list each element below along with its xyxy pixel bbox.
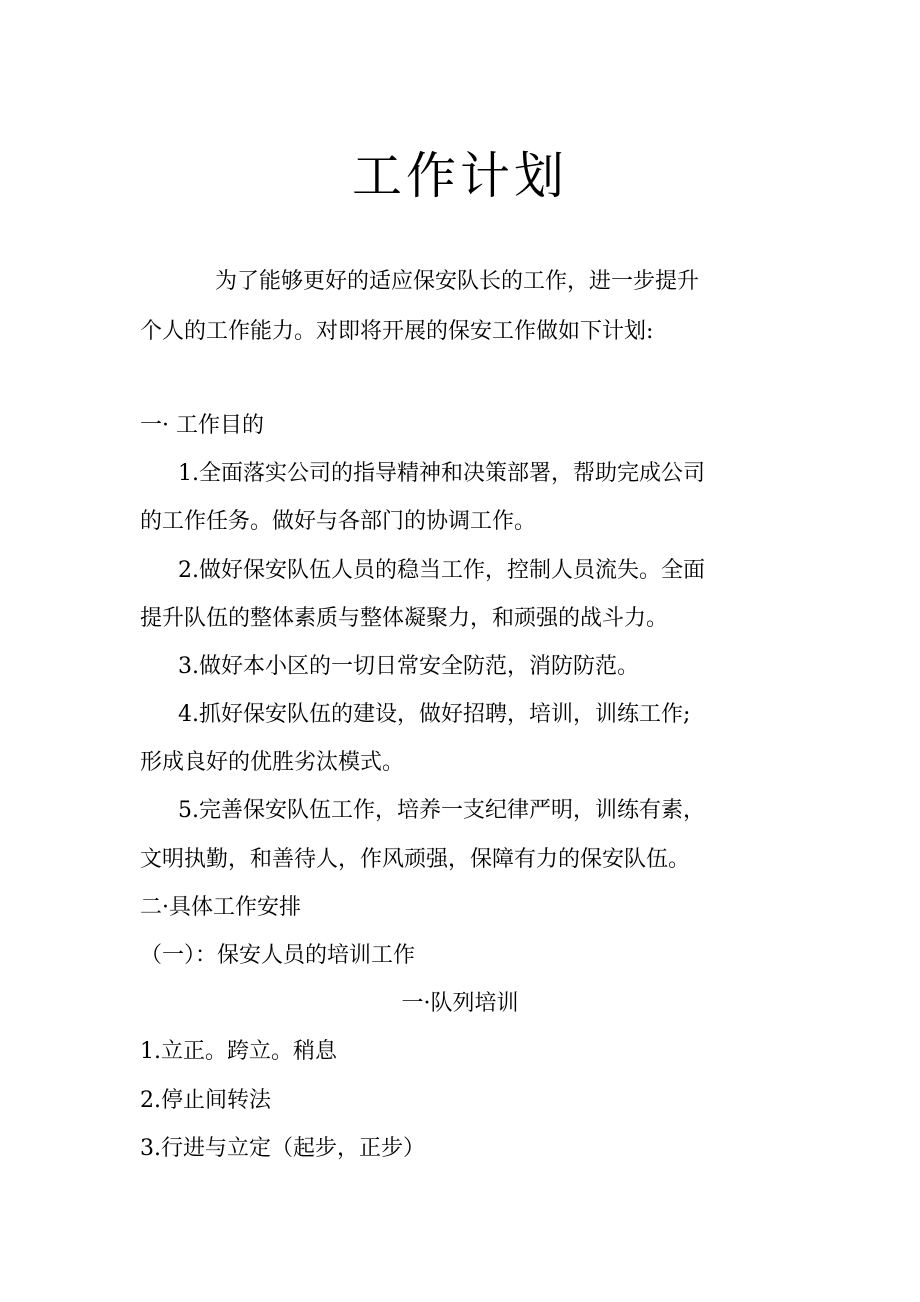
goal-item-4-line-1: 4.抓好保安队伍的建设，做好招聘，培训，训练工作; — [178, 702, 691, 727]
document-title: 工作计划 — [352, 147, 568, 205]
goal-item-5-line-2: 文明执勤，和善待人，作风顽强，保障有力的保安队伍。 — [140, 847, 691, 872]
section-1-heading: 一· 工作目的 — [140, 413, 264, 438]
section-2-subheading: （一）：保安人员的培训工作 — [140, 943, 416, 968]
goal-item-3-line-1: 3.做好本小区的一切日常安全防范，消防防范。 — [178, 654, 639, 679]
intro-line-1: 为了能够更好的适应保安队长的工作，进一步提升 — [215, 269, 700, 294]
goal-item-1-line-1: 1.全面落实公司的指导精神和决策部署，帮助完成公司 — [178, 461, 705, 486]
goal-item-2-line-1: 2.做好保安队伍人员的稳当工作，控制人员流失。全面 — [178, 558, 705, 583]
section-2-heading: 二·具体工作安排 — [140, 895, 301, 920]
goal-item-5-line-1: 5.完善保安队伍工作，培养一支纪律严明，训练有素， — [178, 798, 705, 823]
goal-item-1-line-2: 的工作任务。做好与各部门的协调工作。 — [140, 509, 537, 534]
subsection-title: 一·队列培训 — [401, 991, 519, 1016]
intro-line-2: 个人的工作能力。对即将开展的保安工作做如下计划: — [140, 319, 654, 344]
training-item-3: 3.行进与立定（起步，正步） — [140, 1136, 425, 1161]
goal-item-4-line-2: 形成良好的优胜劣汰模式。 — [140, 750, 405, 775]
training-item-2: 2.停止间转法 — [140, 1088, 271, 1113]
training-item-1: 1.立正。跨立。稍息 — [140, 1039, 337, 1064]
goal-item-2-line-2: 提升队伍的整体素质与整体凝聚力，和顽强的战斗力。 — [140, 606, 669, 631]
